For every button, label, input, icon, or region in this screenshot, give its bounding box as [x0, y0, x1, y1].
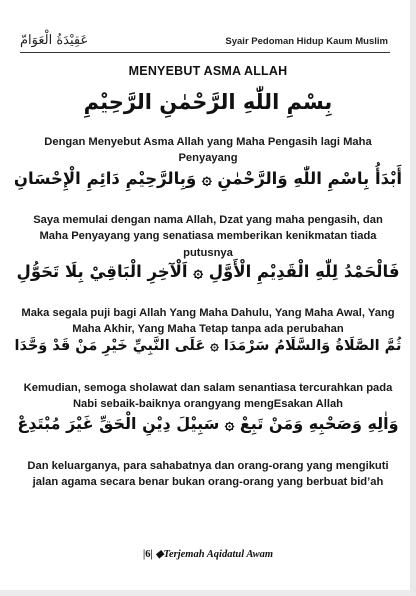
- verse-translation-1: Dengan Menyebut Asma Allah yang Maha Pengasih lagi Maha Penyayang: [44, 136, 372, 165]
- verse-arabic-1: بِسْمِ اللّٰهِ الرَّحْمٰنِ الرَّحِيْمِ: [83, 90, 333, 114]
- verse-arabic-4: ثُمَّ الصَّلَاةُ وَالسَّلَامُ سَرْمَدَا ۞ عَلَى النَّبِيِّ خَيْرِ مَنْ قَدْ وَحَّدَا: [14, 338, 402, 354]
- diamond-icon: ◆: [155, 549, 164, 560]
- page-footer: [0, 548, 416, 560]
- verse-translation-3: Maka segala puji bagi Allah Yang Maha Dahulu, Yang Maha Awal, Yang Maha Akhir, Yang Maha Tetap tanpa ada perubahan: [21, 307, 395, 336]
- verse-arabic-3: فَالْحَمْدُ لِلّٰهِ الْقَدِيْمِ الْأَوَّلِ ۞ اَلْآخِرِ الْبَاقِيْ بِلَا تَحَوُّلِ: [16, 262, 400, 281]
- page-number-bracket-left: |: [142, 549, 146, 560]
- verse-arabic-5: وَاٰلِهِ وَصَحْبِهِ وَمَنْ تَبِعْ ۞ سَبِيْلَ دِيْنِ الْحَقِّ غَيْرَ مُبْتَدِعْ: [17, 414, 399, 433]
- page-number: 6: [145, 549, 151, 560]
- verse-translation-5: Dan keluarganya, para sahabatnya dan orang-orang yang mengikuti jalan agama secara benar bukan orang-orang yang berbuat bid’ah: [27, 460, 389, 489]
- verse-translation-4: Kemudian, semoga sholawat dan salam senantiasa tercurahkan pada Nabi sebaik-baiknya orangyang mengEsakan Allah: [23, 382, 393, 411]
- header-divider: [20, 52, 390, 53]
- header-title: Syair Pedoman Hidup Kaum Muslim: [225, 36, 388, 47]
- footer-book-title: Terjemah Aqidatul Awam: [163, 549, 274, 560]
- verse-translation-2: Saya memulai dengan nama Allah, Dzat yang maha pengasih, dan Maha Penyayang yang senatiasa memberikan kenikmatan tiada putusnya: [33, 214, 383, 259]
- section-title: MENYEBUT ASMA ALLAH: [128, 64, 288, 78]
- page-number-bracket-right: |: [150, 549, 153, 560]
- header-book-arabic: عَقِيْدَةُ الْعَوَامّ: [20, 33, 89, 48]
- verse-arabic-2: أَبْدَأُ بِاسْمِ اللّٰهِ وَالرَّحْمٰنِ ۞ وَبِالرَّحِيْمِ دَائِمِ الْإِحْسَانِ: [13, 169, 402, 188]
